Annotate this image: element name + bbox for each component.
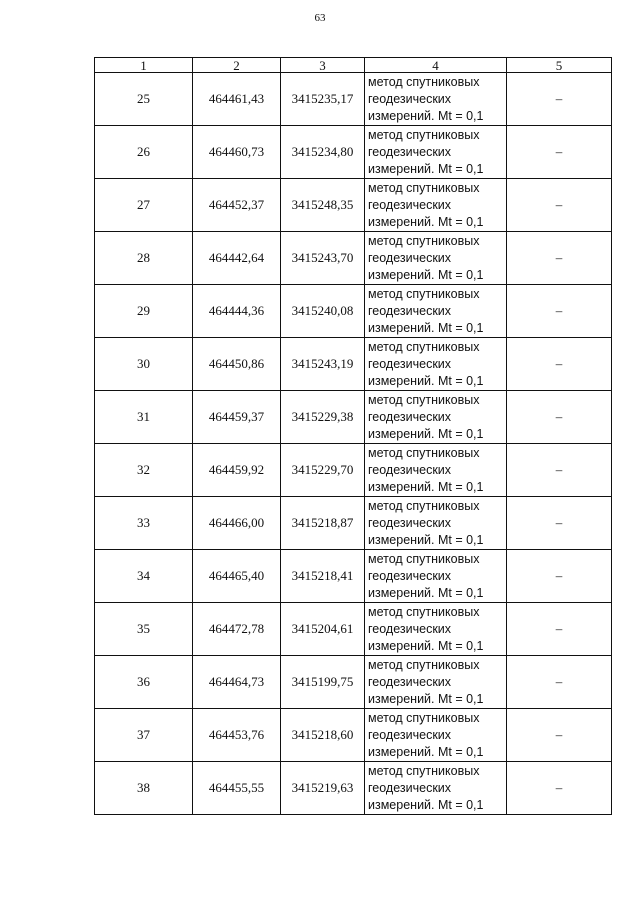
- table-row: [95, 656, 612, 709]
- note-cell: –: [507, 285, 612, 338]
- x-coordinate-cell: 464444,36: [193, 285, 281, 338]
- note-cell: –: [507, 232, 612, 285]
- point-number-cell: 31: [95, 391, 193, 444]
- point-number-cell: 35: [95, 603, 193, 656]
- point-number-cell: 38: [95, 762, 193, 815]
- point-number-cell: 29: [95, 285, 193, 338]
- table-row: [95, 497, 612, 550]
- x-coordinate-cell: 464460,73: [193, 126, 281, 179]
- note-cell: –: [507, 497, 612, 550]
- header-col-5: 5: [507, 58, 612, 73]
- header-row: [95, 58, 612, 73]
- x-coordinate-cell: 464459,92: [193, 444, 281, 497]
- method-cell: метод спутниковых геодезических измерений. Mt = 0,1: [365, 232, 507, 285]
- y-coordinate-cell: 3415218,41: [281, 550, 365, 603]
- table-row: [95, 179, 612, 232]
- method-cell: метод спутниковых геодезических измерений. Mt = 0,1: [365, 179, 507, 232]
- method-cell: метод спутниковых геодезических измерений. Mt = 0,1: [365, 338, 507, 391]
- y-coordinate-cell: 3415229,38: [281, 391, 365, 444]
- x-coordinate-cell: 464442,64: [193, 232, 281, 285]
- method-cell: метод спутниковых геодезических измерений. Mt = 0,1: [365, 656, 507, 709]
- table-header: [95, 58, 612, 73]
- x-coordinate-cell: 464452,37: [193, 179, 281, 232]
- point-number-cell: 26: [95, 126, 193, 179]
- coordinates-table: [94, 57, 612, 815]
- table-row: [95, 603, 612, 656]
- table-row: [95, 391, 612, 444]
- note-cell: –: [507, 709, 612, 762]
- point-number-cell: 28: [95, 232, 193, 285]
- method-cell: метод спутниковых геодезических измерений. Mt = 0,1: [365, 762, 507, 815]
- y-coordinate-cell: 3415248,35: [281, 179, 365, 232]
- note-cell: –: [507, 762, 612, 815]
- note-cell: –: [507, 656, 612, 709]
- note-cell: –: [507, 179, 612, 232]
- note-cell: –: [507, 338, 612, 391]
- method-cell: метод спутниковых геодезических измерений. Mt = 0,1: [365, 709, 507, 762]
- point-number-cell: 30: [95, 338, 193, 391]
- x-coordinate-cell: 464459,37: [193, 391, 281, 444]
- method-cell: метод спутниковых геодезических измерений. Mt = 0,1: [365, 550, 507, 603]
- y-coordinate-cell: 3415235,17: [281, 73, 365, 126]
- page-number: 63: [314, 12, 326, 24]
- table-row: [95, 709, 612, 762]
- note-cell: –: [507, 126, 612, 179]
- y-coordinate-cell: 3415240,08: [281, 285, 365, 338]
- method-cell: метод спутниковых геодезических измерений. Mt = 0,1: [365, 497, 507, 550]
- method-cell: метод спутниковых геодезических измерений. Mt = 0,1: [365, 444, 507, 497]
- y-coordinate-cell: 3415234,80: [281, 126, 365, 179]
- x-coordinate-cell: 464455,55: [193, 762, 281, 815]
- table-row: [95, 73, 612, 126]
- y-coordinate-cell: 3415243,70: [281, 232, 365, 285]
- point-number-cell: 37: [95, 709, 193, 762]
- point-number-cell: 36: [95, 656, 193, 709]
- method-cell: метод спутниковых геодезических измерений. Mt = 0,1: [365, 603, 507, 656]
- note-cell: –: [507, 603, 612, 656]
- method-cell: метод спутниковых геодезических измерений. Mt = 0,1: [365, 73, 507, 126]
- header-col-2: 2: [193, 58, 281, 73]
- table-row: [95, 285, 612, 338]
- point-number-cell: 34: [95, 550, 193, 603]
- x-coordinate-cell: 464465,40: [193, 550, 281, 603]
- table-row: [95, 762, 612, 815]
- note-cell: –: [507, 391, 612, 444]
- table-row: [95, 550, 612, 603]
- header-col-4: 4: [365, 58, 507, 73]
- x-coordinate-cell: 464466,00: [193, 497, 281, 550]
- y-coordinate-cell: 3415204,61: [281, 603, 365, 656]
- x-coordinate-cell: 464472,78: [193, 603, 281, 656]
- x-coordinate-cell: 464450,86: [193, 338, 281, 391]
- x-coordinate-cell: 464453,76: [193, 709, 281, 762]
- method-cell: метод спутниковых геодезических измерений. Mt = 0,1: [365, 285, 507, 338]
- table-row: [95, 338, 612, 391]
- table-body: [95, 73, 612, 815]
- point-number-cell: 32: [95, 444, 193, 497]
- y-coordinate-cell: 3415218,60: [281, 709, 365, 762]
- y-coordinate-cell: 3415199,75: [281, 656, 365, 709]
- y-coordinate-cell: 3415243,19: [281, 338, 365, 391]
- y-coordinate-cell: 3415229,70: [281, 444, 365, 497]
- table-row: [95, 444, 612, 497]
- method-cell: метод спутниковых геодезических измерений. Mt = 0,1: [365, 391, 507, 444]
- note-cell: –: [507, 444, 612, 497]
- table-row: [95, 232, 612, 285]
- note-cell: –: [507, 73, 612, 126]
- y-coordinate-cell: 3415219,63: [281, 762, 365, 815]
- point-number-cell: 27: [95, 179, 193, 232]
- header-col-3: 3: [281, 58, 365, 73]
- point-number-cell: 25: [95, 73, 193, 126]
- y-coordinate-cell: 3415218,87: [281, 497, 365, 550]
- note-cell: –: [507, 550, 612, 603]
- method-cell: метод спутниковых геодезических измерений. Mt = 0,1: [365, 126, 507, 179]
- header-col-1: 1: [95, 58, 193, 73]
- point-number-cell: 33: [95, 497, 193, 550]
- x-coordinate-cell: 464461,43: [193, 73, 281, 126]
- table-row: [95, 126, 612, 179]
- x-coordinate-cell: 464464,73: [193, 656, 281, 709]
